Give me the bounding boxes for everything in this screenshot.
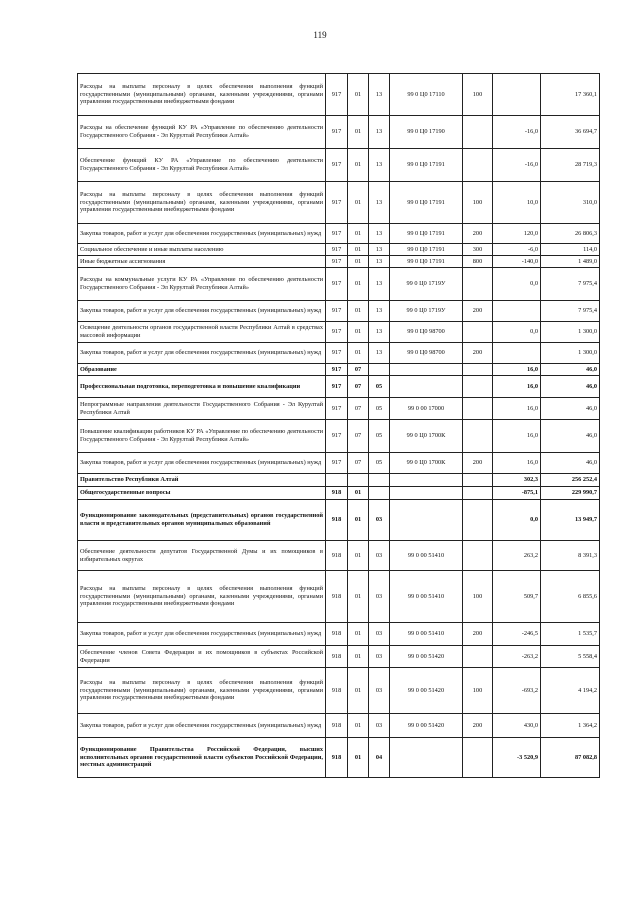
cell-target-article: 99 0 00 51410 — [390, 571, 463, 623]
cell-ved: 917 — [326, 149, 348, 182]
cell-name: Освещение деятельности органов государственной власти Республики Алтай в средствах массовой информации — [78, 322, 326, 343]
cell-target-article: 99 0 Ц0 17191 — [390, 182, 463, 224]
cell-section: 01 — [348, 244, 369, 256]
table-row — [78, 376, 600, 398]
cell-ved: 918 — [326, 668, 348, 714]
table-row — [78, 646, 600, 668]
cell-subsection: 03 — [369, 646, 390, 668]
cell-target-article: 99 0 00 51420 — [390, 646, 463, 668]
cell-change: -246,5 — [493, 623, 541, 646]
cell-change: 0,0 — [493, 322, 541, 343]
cell-expense-type — [463, 420, 493, 453]
cell-change: -875,1 — [493, 487, 541, 500]
cell-ved: 918 — [326, 623, 348, 646]
cell-name: Обеспечение членов Совета Федерации и их помощников в субъектах Российской Федерации — [78, 646, 326, 668]
cell-ved: 917 — [326, 116, 348, 149]
cell-name: Обеспечение деятельности депутатов Государственной Думы и их помощников в избирательных округах — [78, 541, 326, 571]
cell-expense-type — [463, 541, 493, 571]
cell-name: Общегосударственные вопросы — [78, 487, 326, 500]
cell-total: 13 949,7 — [541, 500, 600, 541]
cell-ved: 918 — [326, 541, 348, 571]
cell-section: 01 — [348, 738, 369, 778]
table-row — [78, 256, 600, 268]
cell-expense-type — [463, 149, 493, 182]
cell-name: Закупка товаров, работ и услуг для обеспечения государственных (муниципальных) нужд — [78, 453, 326, 474]
cell-change: 0,0 — [493, 268, 541, 301]
cell-ved: 918 — [326, 646, 348, 668]
cell-ved: 917 — [326, 256, 348, 268]
cell-target-article: 99 0 Ц0 98700 — [390, 322, 463, 343]
cell-target-article: 99 0 Ц0 17110 — [390, 74, 463, 116]
cell-change — [493, 74, 541, 116]
cell-section: 01 — [348, 571, 369, 623]
cell-total: 46,0 — [541, 453, 600, 474]
cell-target-article: 99 0 Ц0 17190 — [390, 116, 463, 149]
cell-section: 01 — [348, 256, 369, 268]
cell-expense-type: 200 — [463, 714, 493, 738]
cell-subsection: 04 — [369, 738, 390, 778]
cell-ved: 917 — [326, 322, 348, 343]
cell-target-article: 99 0 Ц0 1700К — [390, 420, 463, 453]
cell-change: 430,0 — [493, 714, 541, 738]
cell-total: 4 194,2 — [541, 668, 600, 714]
cell-expense-type: 800 — [463, 256, 493, 268]
table-row — [78, 668, 600, 714]
table-row — [78, 541, 600, 571]
cell-name: Закупка товаров, работ и услуг для обеспечения государственных (муниципальных) нужд — [78, 343, 326, 364]
cell-change: 16,0 — [493, 364, 541, 376]
table-row — [78, 714, 600, 738]
cell-target-article: 99 0 00 51410 — [390, 541, 463, 571]
cell-section — [348, 474, 369, 487]
cell-ved: 918 — [326, 571, 348, 623]
table-row — [78, 571, 600, 623]
cell-ved: 917 — [326, 453, 348, 474]
cell-expense-type — [463, 474, 493, 487]
cell-total: 26 806,3 — [541, 224, 600, 244]
cell-total: 46,0 — [541, 420, 600, 453]
cell-expense-type — [463, 364, 493, 376]
cell-subsection: 03 — [369, 571, 390, 623]
cell-ved: 917 — [326, 420, 348, 453]
cell-ved: 918 — [326, 738, 348, 778]
cell-name: Расходы на выплаты персоналу в целях обеспечения выполнения функций государственными (муниципальными) органами, казенными учреждениями, органами управления государственными внебюджетными фондами — [78, 182, 326, 224]
table-row — [78, 500, 600, 541]
table-row — [78, 738, 600, 778]
cell-total: 36 694,7 — [541, 116, 600, 149]
cell-subsection: 13 — [369, 224, 390, 244]
cell-subsection — [369, 364, 390, 376]
cell-ved: 918 — [326, 487, 348, 500]
table-row — [78, 268, 600, 301]
table-row — [78, 149, 600, 182]
cell-target-article: 99 0 Ц0 17191 — [390, 149, 463, 182]
cell-ved: 917 — [326, 343, 348, 364]
cell-change: -16,0 — [493, 149, 541, 182]
cell-section: 07 — [348, 420, 369, 453]
cell-change — [493, 343, 541, 364]
cell-subsection: 13 — [369, 343, 390, 364]
cell-section: 07 — [348, 453, 369, 474]
cell-ved — [326, 474, 348, 487]
cell-section: 01 — [348, 301, 369, 322]
cell-change: -693,2 — [493, 668, 541, 714]
cell-total: 5 558,4 — [541, 646, 600, 668]
table-row — [78, 244, 600, 256]
cell-section: 01 — [348, 714, 369, 738]
table-row — [78, 182, 600, 224]
table-row — [78, 74, 600, 116]
cell-subsection: 03 — [369, 714, 390, 738]
cell-section: 01 — [348, 541, 369, 571]
budget-table — [77, 73, 600, 778]
cell-change: 302,3 — [493, 474, 541, 487]
cell-subsection: 13 — [369, 244, 390, 256]
table-row — [78, 623, 600, 646]
cell-total: 87 082,8 — [541, 738, 600, 778]
cell-target-article: 99 0 Ц0 17191 — [390, 224, 463, 244]
cell-expense-type — [463, 500, 493, 541]
cell-expense-type: 200 — [463, 453, 493, 474]
cell-subsection: 05 — [369, 420, 390, 453]
cell-subsection — [369, 474, 390, 487]
cell-expense-type: 300 — [463, 244, 493, 256]
cell-total: 310,0 — [541, 182, 600, 224]
cell-expense-type — [463, 646, 493, 668]
cell-subsection: 13 — [369, 301, 390, 322]
cell-name: Иные бюджетные ассигнования — [78, 256, 326, 268]
cell-total: 17 360,1 — [541, 74, 600, 116]
cell-target-article — [390, 487, 463, 500]
cell-name: Закупка товаров, работ и услуг для обеспечения государственных (муниципальных) нужд — [78, 714, 326, 738]
cell-name: Обеспечение функций КУ РА «Управление по обеспечению деятельности Государственного Собрания - Эл Курултай Республики Алтай» — [78, 149, 326, 182]
cell-subsection: 13 — [369, 74, 390, 116]
cell-target-article — [390, 376, 463, 398]
cell-change: 16,0 — [493, 398, 541, 420]
cell-change: 120,0 — [493, 224, 541, 244]
cell-ved: 917 — [326, 364, 348, 376]
cell-target-article: 99 0 Ц0 17191 — [390, 256, 463, 268]
cell-ved: 917 — [326, 398, 348, 420]
cell-target-article — [390, 500, 463, 541]
cell-name: Закупка товаров, работ и услуг для обеспечения государственных (муниципальных) нужд — [78, 623, 326, 646]
cell-target-article — [390, 738, 463, 778]
cell-total: 1 364,2 — [541, 714, 600, 738]
cell-ved: 917 — [326, 244, 348, 256]
cell-ved: 917 — [326, 224, 348, 244]
cell-total: 46,0 — [541, 364, 600, 376]
cell-name: Расходы на обеспечение функций КУ РА «Управление по обеспечению деятельности Государственного Собрания - Эл Курултай Республики Алтай» — [78, 116, 326, 149]
cell-section: 01 — [348, 500, 369, 541]
cell-section: 01 — [348, 668, 369, 714]
cell-target-article: 99 0 Ц0 17191 — [390, 244, 463, 256]
cell-name: Функционирование законодательных (представительных) органов государственной власти и представительных органов муниципальных образований — [78, 500, 326, 541]
table-row — [78, 224, 600, 244]
cell-total: 7 975,4 — [541, 268, 600, 301]
cell-target-article: 99 0 Ц0 1719У — [390, 268, 463, 301]
cell-target-article: 99 0 00 51420 — [390, 714, 463, 738]
table-row — [78, 420, 600, 453]
cell-expense-type — [463, 398, 493, 420]
cell-expense-type — [463, 376, 493, 398]
cell-expense-type — [463, 268, 493, 301]
cell-ved: 917 — [326, 74, 348, 116]
cell-section: 01 — [348, 268, 369, 301]
cell-change: 16,0 — [493, 420, 541, 453]
cell-expense-type — [463, 487, 493, 500]
cell-ved: 917 — [326, 376, 348, 398]
cell-name: Повышение квалификации работников КУ РА «Управление по обеспечению деятельности Государственного Собрания - Эл Курултай Республики Алтай» — [78, 420, 326, 453]
cell-expense-type: 100 — [463, 571, 493, 623]
cell-change: -140,0 — [493, 256, 541, 268]
cell-subsection: 13 — [369, 182, 390, 224]
cell-total: 6 855,6 — [541, 571, 600, 623]
cell-section: 01 — [348, 487, 369, 500]
cell-total: 229 990,7 — [541, 487, 600, 500]
cell-section: 01 — [348, 343, 369, 364]
cell-subsection: 03 — [369, 541, 390, 571]
table-row — [78, 487, 600, 500]
cell-subsection: 13 — [369, 116, 390, 149]
cell-total: 7 975,4 — [541, 301, 600, 322]
cell-expense-type — [463, 116, 493, 149]
cell-change: -3 520,9 — [493, 738, 541, 778]
cell-change: 16,0 — [493, 376, 541, 398]
cell-total: 1 489,0 — [541, 256, 600, 268]
cell-target-article: 99 0 00 51410 — [390, 623, 463, 646]
table-row — [78, 116, 600, 149]
cell-change: -6,0 — [493, 244, 541, 256]
cell-total: 28 719,3 — [541, 149, 600, 182]
cell-change: -16,0 — [493, 116, 541, 149]
table-body — [78, 74, 600, 778]
table-row — [78, 474, 600, 487]
cell-ved: 917 — [326, 268, 348, 301]
cell-expense-type: 200 — [463, 224, 493, 244]
cell-target-article — [390, 364, 463, 376]
cell-expense-type: 200 — [463, 301, 493, 322]
cell-section: 01 — [348, 646, 369, 668]
cell-total: 46,0 — [541, 398, 600, 420]
cell-section: 01 — [348, 182, 369, 224]
cell-change: 263,2 — [493, 541, 541, 571]
cell-expense-type: 200 — [463, 623, 493, 646]
table-row — [78, 364, 600, 376]
cell-ved: 918 — [326, 500, 348, 541]
cell-change: 10,0 — [493, 182, 541, 224]
cell-name: Расходы на выплаты персоналу в целях обеспечения выполнения функций государственными (муниципальными) органами, казенными учреждениями, органами управления государственными внебюджетными фондами — [78, 74, 326, 116]
table-row — [78, 322, 600, 343]
cell-change: 16,0 — [493, 453, 541, 474]
cell-name: Закупка товаров, работ и услуг для обеспечения государственных (муниципальных) нужд — [78, 301, 326, 322]
page-number: 119 — [313, 30, 327, 40]
table-row — [78, 301, 600, 322]
cell-expense-type: 100 — [463, 74, 493, 116]
cell-expense-type: 100 — [463, 668, 493, 714]
table-row — [78, 453, 600, 474]
cell-name: Функционирование Правительства Российской Федерации, высших исполнительных органов государственной власти субъектов Российской Федерации, местных администраций — [78, 738, 326, 778]
cell-change: -263,2 — [493, 646, 541, 668]
cell-subsection: 05 — [369, 398, 390, 420]
cell-name: Расходы на выплаты персоналу в целях обеспечения выполнения функций государственными (муниципальными) органами, казенными учреждениями, органами управления государственными внебюджетными фондами — [78, 571, 326, 623]
cell-ved: 917 — [326, 182, 348, 224]
cell-change — [493, 301, 541, 322]
cell-total: 1 300,0 — [541, 322, 600, 343]
cell-name: Социальное обеспечение и иные выплаты населению — [78, 244, 326, 256]
cell-change: 509,7 — [493, 571, 541, 623]
cell-total: 1 300,0 — [541, 343, 600, 364]
cell-change: 0,0 — [493, 500, 541, 541]
cell-subsection: 13 — [369, 149, 390, 182]
cell-subsection — [369, 487, 390, 500]
cell-target-article: 99 0 00 51420 — [390, 668, 463, 714]
cell-target-article — [390, 474, 463, 487]
cell-name: Непрограммные направления деятельности Государственного Собрания - Эл Курултай Республики Алтай — [78, 398, 326, 420]
cell-name: Расходы на коммунальные услуги КУ РА «Управление по обеспечению деятельности Государственного Собрания - Эл Курултай Республики Алтай» — [78, 268, 326, 301]
cell-subsection: 03 — [369, 500, 390, 541]
cell-expense-type — [463, 322, 493, 343]
cell-total: 256 252,4 — [541, 474, 600, 487]
cell-subsection: 13 — [369, 322, 390, 343]
cell-target-article: 99 0 Ц0 1700К — [390, 453, 463, 474]
cell-section: 07 — [348, 376, 369, 398]
cell-target-article: 99 0 Ц0 1719У — [390, 301, 463, 322]
table-row — [78, 343, 600, 364]
cell-name: Образование — [78, 364, 326, 376]
cell-section: 01 — [348, 116, 369, 149]
cell-section: 01 — [348, 623, 369, 646]
cell-section: 07 — [348, 364, 369, 376]
cell-total: 114,0 — [541, 244, 600, 256]
table-row — [78, 398, 600, 420]
cell-subsection: 13 — [369, 256, 390, 268]
cell-target-article: 99 0 Ц0 98700 — [390, 343, 463, 364]
cell-name: Правительство Республики Алтай — [78, 474, 326, 487]
cell-ved: 918 — [326, 714, 348, 738]
cell-ved: 917 — [326, 301, 348, 322]
cell-total: 1 535,7 — [541, 623, 600, 646]
cell-subsection: 03 — [369, 623, 390, 646]
cell-name: Профессиональная подготовка, переподготовка и повышение квалификации — [78, 376, 326, 398]
cell-subsection: 03 — [369, 668, 390, 714]
cell-section: 07 — [348, 398, 369, 420]
cell-subsection: 05 — [369, 453, 390, 474]
cell-name: Расходы на выплаты персоналу в целях обеспечения выполнения функций государственными (муниципальными) органами, казенными учреждениями, органами управления государственными внебюджетными фондами — [78, 668, 326, 714]
cell-section: 01 — [348, 74, 369, 116]
cell-expense-type: 100 — [463, 182, 493, 224]
cell-name: Закупка товаров, работ и услуг для обеспечения государственных (муниципальных) нужд — [78, 224, 326, 244]
cell-total: 46,0 — [541, 376, 600, 398]
cell-subsection: 13 — [369, 268, 390, 301]
cell-total: 8 391,3 — [541, 541, 600, 571]
cell-expense-type — [463, 738, 493, 778]
cell-section: 01 — [348, 322, 369, 343]
cell-section: 01 — [348, 224, 369, 244]
cell-section: 01 — [348, 149, 369, 182]
cell-subsection: 05 — [369, 376, 390, 398]
cell-target-article: 99 0 00 17000 — [390, 398, 463, 420]
cell-expense-type: 200 — [463, 343, 493, 364]
